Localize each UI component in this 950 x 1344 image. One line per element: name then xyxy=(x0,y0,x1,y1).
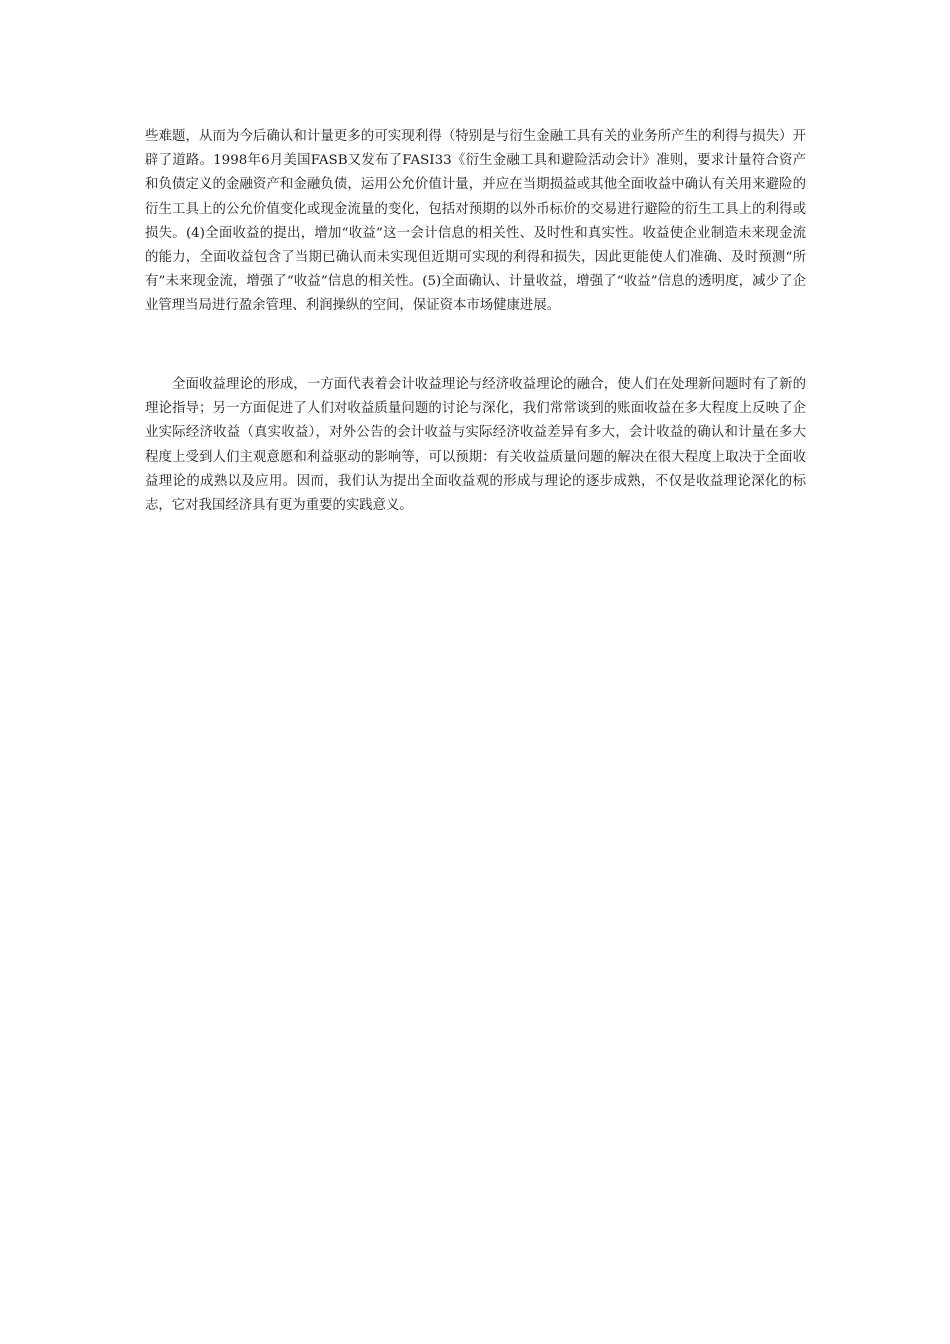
body-paragraph-2: 全面收益理论的形成，一方面代表着会计收益理论与经济收益理论的融合，使人们在处理新问题时有了新的理论指导；另一方面促进了人们对收益质量问题的讨论与深化，我们常常谈到的账面收益在多大程度上反映了企业实际经济收益（真实收益），对外公告的会计收益与实际经济收益差异有多大，会计收益的确认和计量在多大程度上受到人们主观意愿和利益驱动的影响等，可以预期：有关收益质量问题的解决在很大程度上取决于全面收益理论的成熟以及应用。因而，我们认为提出全面收益观的形成与理论的逐步成熟，不仅是收益理论深化的标志，它对我国经济具有更为重要的实践意义。 xyxy=(145,377,806,514)
body-paragraph-1: 些难题，从而为今后确认和计量更多的可实现利得（特别是与衍生金融工具有关的业务所产生的利得与损失）开辟了道路。1998年6月美国FASB又发布了FASI33《衍生金融工具和避险活动会计》准则，要求计量符合资产和负债定义的金融资产和金融负债，运用公允价值计量，并应在当期损益或其他全面收益中确认有关用来避险的衍生工具上的公允价值变化或现金流量的变化，包括对预期的以外币标价的交易进行避险的衍生工具上的利得或损失。(4)全面收益的提出，增加“收益”这一会计信息的相关性、及时性和真实性。收益使企业制造未来现金流的能力，全面收益包含了当期已确认而未实现但近期可实现的利得和损失，因此更能使人们准确、及时预测“所有”未来现金流，增强了“收益”信息的相关性。(5)全面确认、计量收益，增强了“收益”信息的透明度，减少了企业管理当局进行盈余管理、利润操纵的空间，保证资本市场健康进展。 xyxy=(145,129,806,314)
